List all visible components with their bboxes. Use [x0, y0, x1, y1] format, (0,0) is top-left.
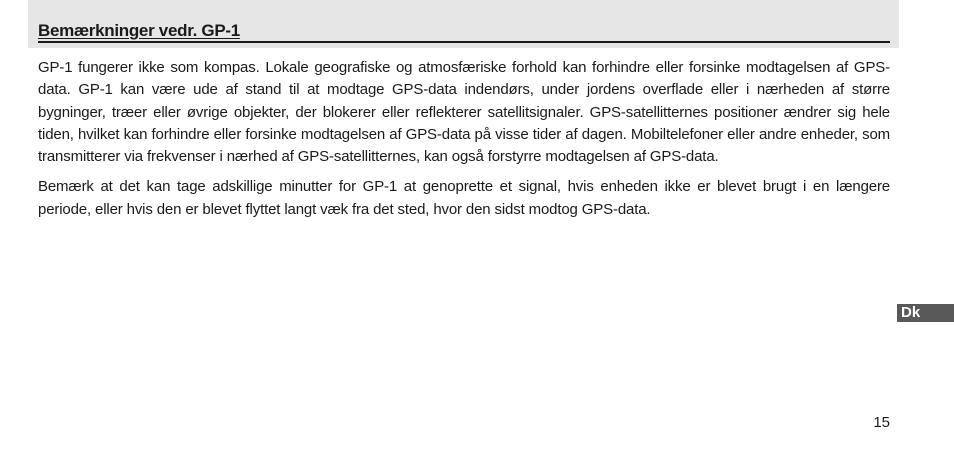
body-text — [38, 57, 890, 221]
language-tab: Dk — [897, 304, 954, 322]
paragraph-signal-recovery: Bemærk at det kan tage adskillige minutter for GP-1 at genoprette et signal, hvis enheden ikke er blevet brugt i en længere periode, eller hvis den er blevet flyttet langt væk fra det sted, hvor den sidst modtog GPS-data. — [38, 178, 890, 218]
page-number: 15 — [873, 414, 890, 431]
section-title: Bemærkninger vedr. GP-1 — [38, 20, 890, 43]
paragraph-gps-limitations: GP-1 fungerer ikke som kompas. Lokale geografiske og atmosfæriske forhold kan forhindre eller forsinke modtagelsen af GPS-data. GP-1 kan være ude af stand til at modtage GPS-data indendørs, under jordens overflade eller i nærheden af større bygninger, træer eller øvrige objekter, der blokerer eller reflekterer satellitsignaler. GPS-satellitternes positioner ændrer sig hele tiden, hvilket kan forhindre eller forsinke modtagelsen af GPS-data på visse tider af dagen. Mobiltelefoner eller andre enheder, som transmitterer via frekvenser i nærhed af GPS-satellitternes, kan også forstyrre modtagelsen af GPS-data. — [38, 59, 890, 166]
